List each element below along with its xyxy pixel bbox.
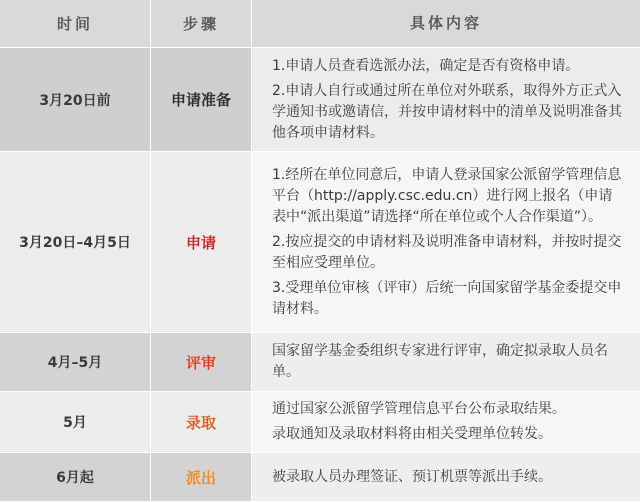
content-paragraph: 录取通知及录取材料将由相关受理单位转发。 <box>272 426 552 442</box>
row-time: 3月20日–4月5日 <box>0 152 151 333</box>
header-time: 时间 <box>0 0 151 48</box>
row-content <box>252 152 641 333</box>
row-step: 申请准备 <box>151 48 252 152</box>
table-row <box>0 48 641 152</box>
header-content: 具体内容 <box>252 0 641 48</box>
row-time: 6月起 <box>0 453 151 502</box>
row-step: 派出 <box>151 453 252 502</box>
table-header-row <box>0 0 641 48</box>
content-paragraph: 国家留学基金委组织专家进行评审，确定拟录取人员名单。 <box>272 343 608 380</box>
row-step: 录取 <box>151 392 252 453</box>
row-step: 申请 <box>151 152 252 333</box>
content-paragraph: 2.申请人自行或通过所在单位对外联系，取得外方正式入学通知书或邀请信，并按申请材料中的清单及说明准备其他各项申请材料。 <box>272 82 622 141</box>
content-paragraph: 3.受理单位审核（评审）后统一向国家留学基金委提交申请材料。 <box>272 279 622 317</box>
table-row <box>0 392 641 453</box>
content-paragraph: 被录取人员办理签证、预订机票等派出手续。 <box>272 468 552 485</box>
content-paragraph: 1.经所在单位同意后，申请人登录国家公派留学管理信息平台（http://apply.csc.edu.cn）进行网上报名（申请表中“派出渠道”请选择“所在单位或个人合作渠道”）。 <box>272 166 622 225</box>
row-content <box>252 48 641 152</box>
content-paragraph: 2.按应提交的申请材料及说明准备申请材料，并按时提交至相应受理单位。 <box>272 233 622 271</box>
row-step: 评审 <box>151 333 252 392</box>
row-time: 4月–5月 <box>0 333 151 392</box>
row-time: 3月20日前 <box>0 48 151 152</box>
row-content <box>252 333 641 392</box>
content-paragraph: 通过国家公派留学管理信息平台公布录取结果。 <box>272 401 566 417</box>
table-row <box>0 453 641 502</box>
row-content <box>252 392 641 453</box>
content-paragraph: 1.申请人员查看选派办法，确定是否有资格申请。 <box>272 57 580 74</box>
table-row <box>0 152 641 333</box>
header-step: 步骤 <box>151 0 252 48</box>
row-content <box>252 453 641 502</box>
row-time: 5月 <box>0 392 151 453</box>
table-row <box>0 333 641 392</box>
